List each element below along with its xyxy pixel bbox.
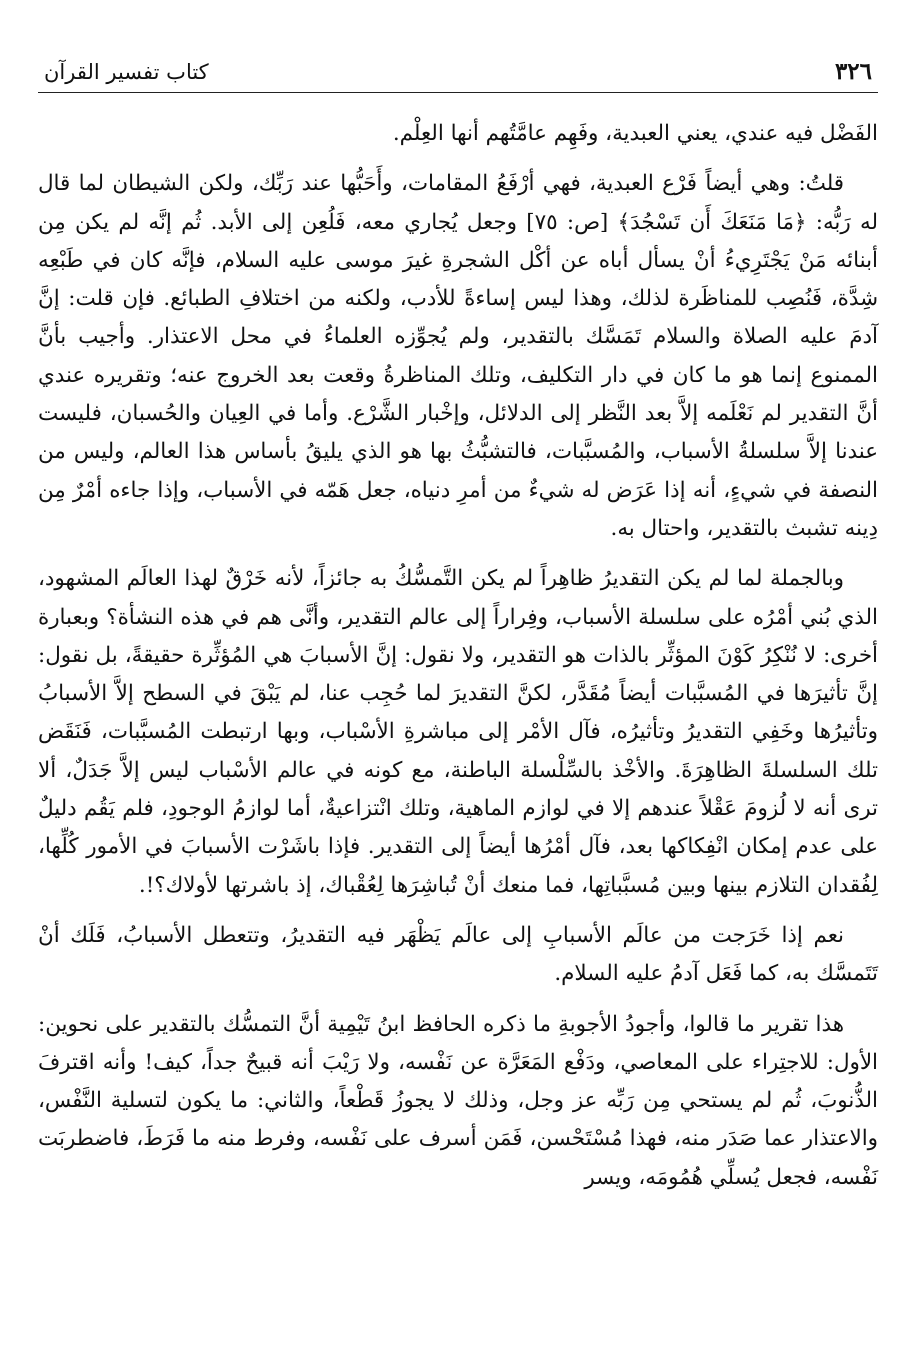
running-header bbox=[38, 52, 878, 93]
book-title: كتاب تفسير القرآن bbox=[44, 60, 209, 84]
paragraph-naam: نعم إذا خَرَجت من عالَم الأسبابِ إلى عالَم يَظْهَر فيه التقديرُ، وتتعطل الأسبابُ، فَلَك أنْ تَتَمسَّك به، كما فَعَل آدمُ عليه السلام. bbox=[38, 922, 878, 987]
book-page bbox=[38, 52, 878, 1342]
paragraph-wabiljumla: وبالجملة لما لم يكن التقديرُ ظاهِراً لم يكن التَّمسُّكُ به جائزاً، لأنه خَرْقٌ لهذا العالَم المشهود، الذي بُني أمْرُه على سلسلة الأسباب، وفِراراً إلى عالم التقدير، وأنَّى هم في هذه النشأة؟ وبعبارة أخرى: لا نُنْكِرُ كَوْنَ المؤثِّر بالذات هو التقدير، ولا نقول: إنَّ الأسبابَ هي المُؤثِّرة حقيقةً، بل نقول: إنَّ تأثيرَها في المُسبَّبات أيضاً مُقَدَّر، لكنَّ التقديرَ لما حُجِب عنا، لم يَبْقَ في السطح إلاَّ الأسبابُ وتأثيرُها وخَفِي التقديرُ وتأثيرُه، فآل الأمْر إلى مباشرةِ الأسْباب، وبها ارتبطت المُسبَّبات، فَنَقَض تلك السلسلةَ الظاهِرَةَ. والأخْذ بالسِّلْسلة الباطنة، مع كونه في عالم الأسْباب ليس إلاَّ جَدَلٌ، ألا ترى أنه لا لُزومَ عَقْلاً عندهم إلا في لوازم الماهية، وتلك انْتزاعيةٌ، أما لوازمُ الوجودِ، فلم يَقُم دليلٌ على عدم إمكان انْفِكاكها بعد، فآل أمْرُها أيضاً إلى التقدير. فإذا باشَرْت الأسبابَ في الأمور كُلِّها، لِفُقدان التلازم بينها وبين مُسبَّباتِها، فما منعك أنْ تُباشِرَها لِعُقْباك، إذ باشرتها لأولاك؟!. bbox=[38, 566, 878, 898]
body-text bbox=[38, 115, 878, 1197]
paragraph-hadha-taqrir: هذا تقرير ما قالوا، وأجودُ الأجوبةِ ما ذكره الحافظ ابنُ تَيْمِية أنَّ التمسُّك بالتقدير على نحوين: الأول: للاجتِراء على المعاصي، ودَفْع المَعَرَّة عن نَفْسه، ولا رَيْبَ أنه قبيحٌ جداً، كيف! وأنه اقترفَ الذُّنوبَ، ثُم لم يستحي مِن رَبِّه عز وجل، وذلك لا يجوزُ قَطْعاً، والثاني: ما يكون لتسلية النَّفْس، والاعتذار عما صَدَر منه، فهذا مُسْتَحْسن، فَمَن أسرف على نَفْسه، وفرط منه ما فَرَطَ، فاضطربَت نَفْسه، فجعل يُسلِّي هُمُومَه، ويسر bbox=[38, 1011, 878, 1190]
paragraph-qultu: قلتُ: وهي أيضاً فَرْع العبدية، فهي أرْفَعُ المقامات، وأَحَبُّها عند رَبِّك، ولكن الشيطان لما قال له رَبُّه: ﴿مَا مَنَعَكَ أَن تَسْجُدَ﴾ [ص: ٧٥] وجعل يُجاري معه، فَلُعِن إلى الأبد. ثُم إنَّه لم يكن مِن أبنائه مَنْ يَجْتَرِيءُ أنْ يسأل أباه عن أكْل الشجرةِ غيرَ موسى عليه السلام، فإنَّه كان في طَبْعِه شِدَّة، فَنُصِب للمناظَرة لذلك، وهذا ليس إساءةً للأدب، ولكنه من اختلافِ الطبائع. فإن قلت: إنَّ آدمَ عليه الصلاة والسلام تَمَسَّك بالتقدير، ولم يُجوِّزه العلماءُ في محل الاعتذار. وأجيب بأنَّ الممنوع إنما هو ما كان في دار التكليف، وتلك المناظرةُ وقعت بعد الخروج عنه؛ وتقريره عندي أنَّ التقدير لم نَعْلَمه إلاَّ بعد النَّظر إلى الدلائل، وإخْبار الشَّرْع. وأما في العِيان والحُسبان، فليست عندنا إلاَّ سلسلةُ الأسباب، والمُسبَّبات، فالتشبُّثُ بها هو الذي يليقُ بأساس هذا العالم، وليس من النصفة في شيءٍ، أنه إذا عَرَض له شيءٌ من أمرِ دنياه، جعل هَمّه في الأسباب، وإذا جاءه أمْرٌ مِن دِينه تشبث بالتقدير، واحتال به. bbox=[38, 171, 878, 541]
page-number: ٣٢٦ bbox=[834, 58, 872, 85]
paragraph-continuation: الفَضْل فيه عندي، يعني العبدية، وفَهِم عامَّتُهم أنها العِلْم. bbox=[392, 121, 878, 146]
